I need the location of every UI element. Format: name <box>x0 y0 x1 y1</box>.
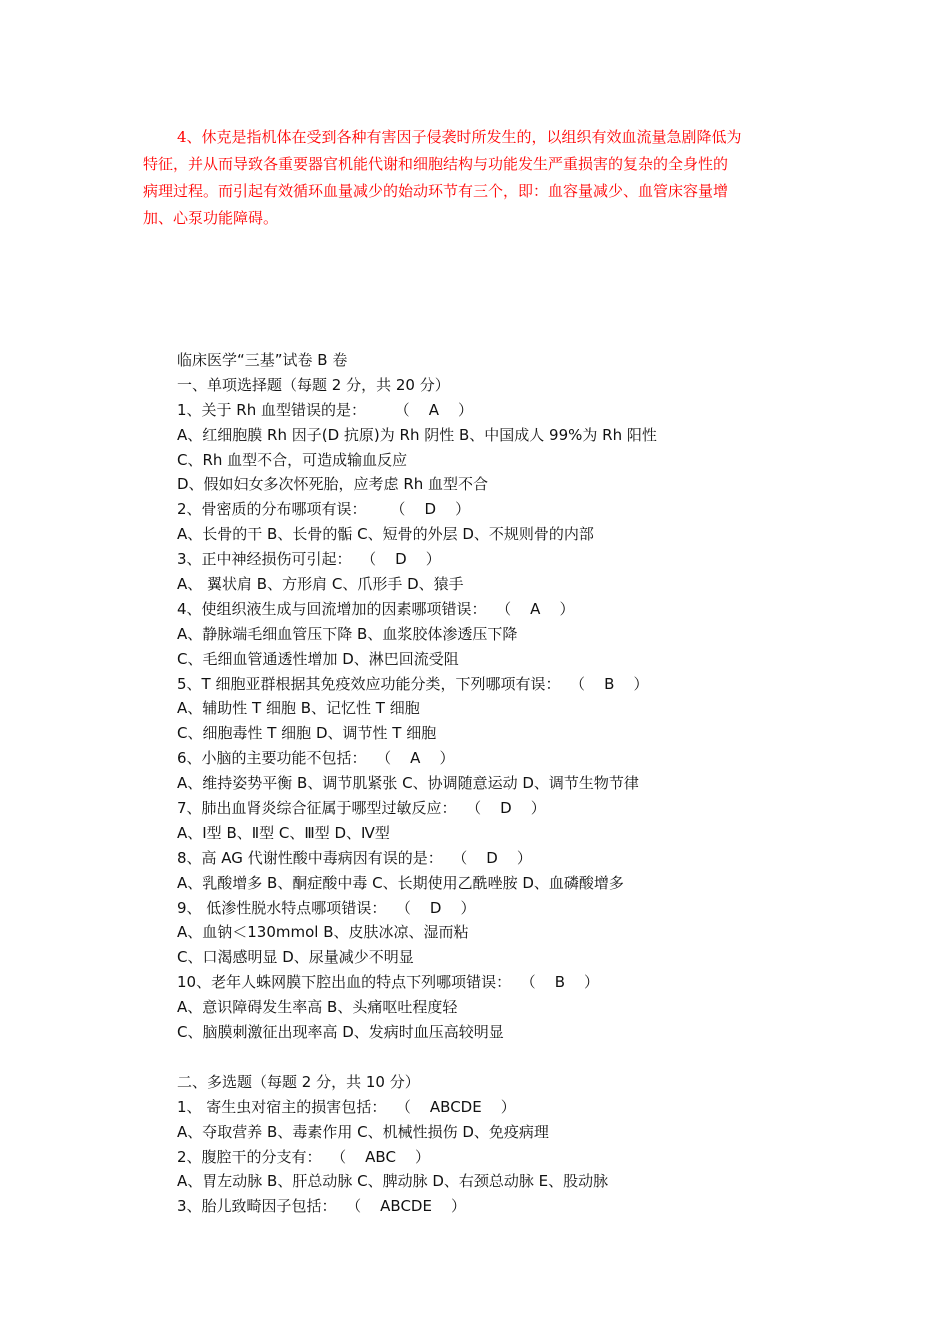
question-option: A、辅助性 T 细胞 B、记忆性 T 细胞 <box>177 699 420 718</box>
section-heading-single-choice: 一、单项选择题（每题 2 分，共 20 分） <box>177 375 450 394</box>
question-option: A、 翼状肩 B、方形肩 C、爪形手 D、猿手 <box>177 575 464 594</box>
question-stem: 7、肺出血肾炎综合征属于哪型过敏反应： （ D ） <box>177 799 546 818</box>
question-option: A、静脉端毛细血管压下降 B、血浆胶体渗透压下降 <box>177 624 518 643</box>
question-option: C、Rh 血型不合，可造成输血反应 <box>177 450 408 469</box>
question-option: A、维持姿势平衡 B、调节肌紧张 C、协调随意运动 D、调节生物节律 <box>177 774 639 793</box>
question-option: A、胃左动脉 B、肝总动脉 C、脾动脉 D、右颈总动脉 E、股动脉 <box>177 1172 609 1191</box>
question-option: D、假如妇女多次怀死胎，应考虑 Rh 血型不合 <box>177 475 489 494</box>
question-stem: 5、T 细胞亚群根据其免疫效应功能分类，下列哪项有误： （ B ） <box>177 674 649 693</box>
question-stem: 1、关于 Rh 血型错误的是： （ A ） <box>177 400 474 419</box>
question-stem: 8、高 AG 代谢性酸中毒病因有误的是： （ D ） <box>177 848 532 867</box>
question-option: C、口渴感明显 D、尿量减少不明显 <box>177 948 414 967</box>
question-option: A、意识障碍发生率高 B、头痛呕吐程度轻 <box>177 998 458 1017</box>
question-stem: 6、小脑的主要功能不包括： （ A ） <box>177 749 455 768</box>
question-option: A、夺取营养 B、毒素作用 C、机械性损伤 D、免疫病理 <box>177 1122 549 1141</box>
question-option: A、血钠＜130mmol B、皮肤冰凉、湿而粘 <box>177 923 469 942</box>
paragraph-line: 4、休克是指机体在受到各种有害因子侵袭时所发生的，以组织有效血流量急剧降低为 <box>177 128 742 146</box>
exam-title: 临床医学“三基”试卷 B 卷 <box>177 351 348 369</box>
paragraph-line: 特征，并从而导致各重要器官机能代谢和细胞结构与功能发生严重损害的复杂的全身性的 <box>143 155 729 173</box>
question-stem: 3、正中神经损伤可引起： （ D ） <box>177 550 441 569</box>
exam-paper <box>177 348 827 1219</box>
paragraph-line: 加、心泵功能障碍。 <box>143 209 279 227</box>
question-stem: 9、 低渗性脱水特点哪项错误： （ D ） <box>177 898 476 917</box>
question-stem: 10、老年人蛛网膜下腔出血的特点下列哪项错误： （ B ） <box>177 973 600 992</box>
question-stem: 2、腹腔干的分支有： （ ABC ） <box>177 1147 430 1166</box>
question-stem: 4、使组织液生成与回流增加的因素哪项错误： （ A ） <box>177 599 575 618</box>
question-stem: 3、胎儿致畸因子包括： （ ABCDE ） <box>177 1197 467 1216</box>
question-stem: 2、骨密质的分布哪项有误： （ D ） <box>177 500 471 519</box>
question-option: A、Ⅰ型 B、Ⅱ型 C、Ⅲ型 D、Ⅳ型 <box>177 823 390 842</box>
question-option: C、脑膜刺激征出现率高 D、发病时血压高较明显 <box>177 1023 504 1042</box>
paragraph-line: 病理过程。而引起有效循环血量减少的始动环节有三个，即：血容量减少、血管床容量增 <box>143 182 729 200</box>
blank-line <box>177 1045 827 1070</box>
question-option: A、红细胞膜 Rh 因子(D 抗原)为 Rh 阴性 B、中国成人 99%为 Rh 阳性 <box>177 425 657 444</box>
question-option: C、细胞毒性 T 细胞 D、调节性 T 细胞 <box>177 724 437 743</box>
question-option: C、毛细血管通透性增加 D、淋巴回流受阻 <box>177 649 459 668</box>
section-heading-multiple-choice: 二、多选题（每题 2 分，共 10 分） <box>177 1072 420 1091</box>
question-option: A、长骨的干 B、长骨的骺 C、短骨的外层 D、不规则骨的内部 <box>177 525 594 544</box>
question-option: A、乳酸增多 B、酮症酸中毒 C、长期使用乙酰唑胺 D、血磷酸增多 <box>177 873 624 892</box>
shock-definition-paragraph <box>143 124 813 232</box>
question-stem: 1、 寄生虫对宿主的损害包括： （ ABCDE ） <box>177 1097 516 1116</box>
